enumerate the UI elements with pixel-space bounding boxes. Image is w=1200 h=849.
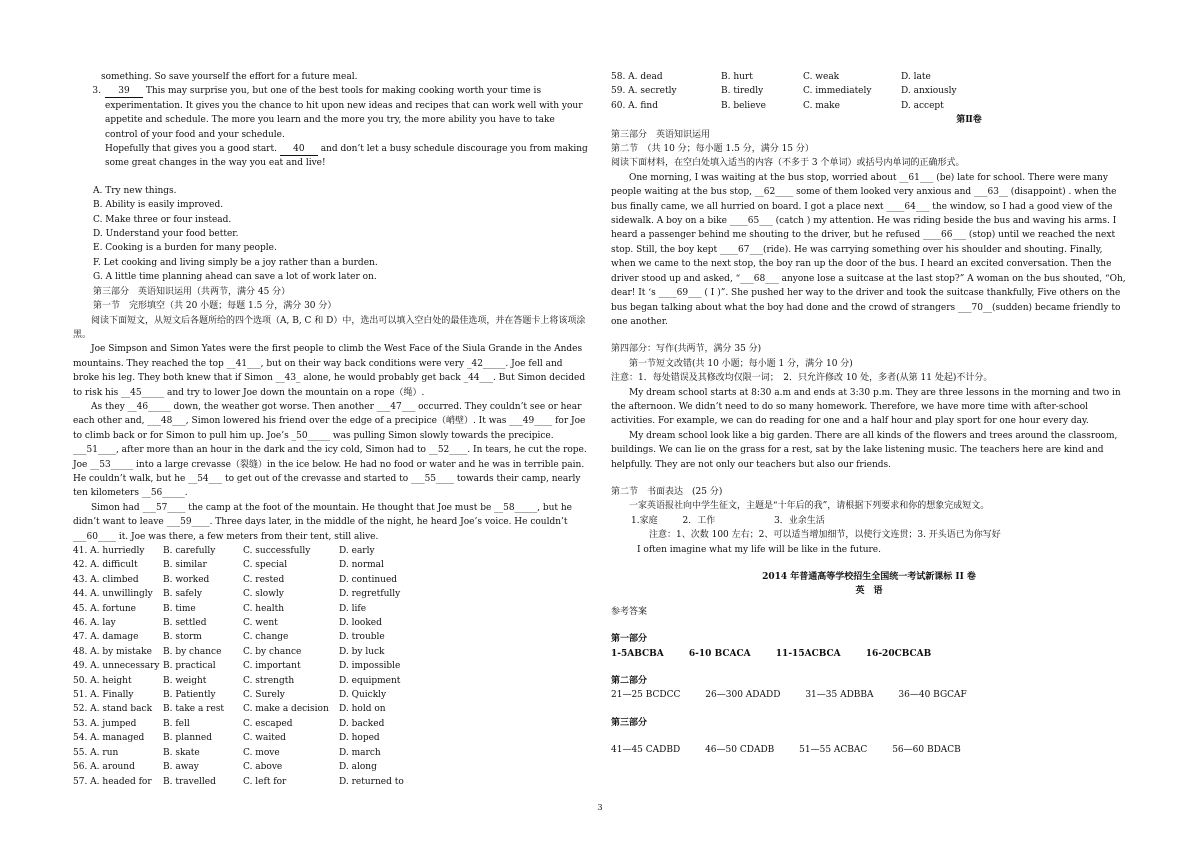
choice-row <box>73 717 589 731</box>
choice-option: B. weight <box>163 675 207 686</box>
choice-option: C. rested <box>243 574 285 585</box>
cloze-choices-58-60 <box>611 70 1127 113</box>
choice-option: C. above <box>243 762 283 773</box>
choice-option: 43. A. climbed <box>73 574 139 585</box>
choice-option: C. move <box>243 747 280 758</box>
choice-row <box>73 702 589 716</box>
option-e: E. Cooking is a burden for many people. <box>93 243 277 254</box>
choice-option: 49. A. unnecessary <box>73 661 160 672</box>
choice-row <box>611 84 1127 98</box>
option-d: D. Understand your food better. <box>93 229 239 240</box>
error-correction-heading: 第一节短文改错(共 10 小题；每小题 1 分，满分 10 分) <box>629 358 853 369</box>
reading-item-3 <box>73 84 589 170</box>
answers-part1-heading: 第一部分 <box>611 634 648 645</box>
choice-option: B. settled <box>163 618 207 629</box>
writing-points: 1.家庭 2．工作 3．业余生活 <box>631 515 825 526</box>
part4-heading: 第四部分：写作(共两节，满分 35 分) <box>611 344 762 355</box>
choice-option: D. accept <box>901 100 944 111</box>
choice-row <box>611 99 1127 113</box>
choice-option: 46. A. lay <box>73 618 116 629</box>
choice-option: 44. A. unwillingly <box>73 589 153 600</box>
cloze-paragraph-2: As they __46_____ down, the weather got worse. Then another ___47___ occurred. They couldn’t see or hear each other and, ___48___, Simon lowered his friend over the edge of a precipice（峭壁）. It was ___49____ for Joe to climb back or for Simon to pull him up. Joe’s _50_____ was pulling Simon slowly towards the precipice. ___51____, after more than an hour in the dark and the icy cold, Simon had to __52____. In tears, he cut the rope. Joe __53_____ into a large crevasse（裂缝）in the ice below. He had no food or water and he was in terrible pain. He couldn’t walk, but he __54___ to get out of the crevasse and started to ___55____ towards their camp, nearly ten kilometers __56_____. <box>73 401 587 499</box>
choice-row <box>73 587 589 601</box>
choice-option: C. successfully <box>243 546 311 556</box>
choice-row <box>73 544 589 558</box>
choice-option: 41. A. hurriedly <box>73 546 145 556</box>
grammar-section-heading: 第二节 （共 10 分；每小题 1.5 分，满分 15 分） <box>611 144 814 155</box>
choice-row <box>73 731 589 745</box>
choice-option: 56. A. around <box>73 762 135 773</box>
option-c: C. Make three or four instead. <box>93 214 232 225</box>
choice-option: D. life <box>339 603 367 614</box>
choice-option: D. hoped <box>339 733 380 744</box>
choice-option: B. skate <box>163 747 200 758</box>
choice-option: 42. A. difficult <box>73 560 138 571</box>
choice-row <box>73 616 589 630</box>
choice-option: C. weak <box>803 72 840 82</box>
choice-option: D. along <box>339 762 377 773</box>
option-a: A. Try new things. <box>93 185 177 196</box>
choice-option: D. normal <box>339 560 384 571</box>
choice-option: C. special <box>243 560 288 571</box>
item-3-paragraph-2: Hopefully that gives you a good start. 40 and don’t let a busy schedule discourage you from making some great changes in the way you eat and live! <box>105 144 588 169</box>
choice-option: 58. A. dead <box>611 72 663 82</box>
writing-heading: 第二节 书面表达 (25 分) <box>611 486 723 497</box>
choice-option: D. backed <box>339 718 385 729</box>
choice-option: C. important <box>243 661 301 672</box>
error-correction-note: 注意：1．每处错误及其修改均仅限一词； 2．只允许修改 10 处，多者(从第 11 处起)不计分。 <box>611 373 993 384</box>
choice-option: B. travelled <box>163 776 216 787</box>
choice-option: D. looked <box>339 618 382 629</box>
choice-row <box>611 70 1127 84</box>
choice-option: B. planned <box>163 733 213 744</box>
choice-option: D. hold on <box>339 704 386 715</box>
choice-option: 59. A. secretly <box>611 86 677 97</box>
choice-option: 52. A. stand back <box>73 704 153 715</box>
choice-option: 47. A. damage <box>73 632 139 643</box>
choice-option: 50. A. height <box>73 675 132 686</box>
choice-row <box>73 775 589 789</box>
choice-row <box>73 688 589 702</box>
choice-option: B. hurt <box>721 72 753 82</box>
answer-key-subject: 英 语 <box>855 586 883 597</box>
correction-paragraph-1: My dream school starts at 8:30 a.m and ends at 3:30 p.m. They are three lessons in the morning and two in the afternoon. We didn’t need to do so many homework. Therefore, we have more time with after-school activities. For example, we can do reading for one and a half hour and play sport for one hour every day. <box>611 387 1121 427</box>
choice-option: 60. A. find <box>611 100 658 111</box>
choice-option: 53. A. jumped <box>73 718 137 729</box>
writing-opening: I often imagine what my life will be like in the future. <box>637 544 881 555</box>
option-g: G. A little time planning ahead can save a lot of work later on. <box>93 272 377 283</box>
answer-key-label: 参考答案 <box>611 606 648 617</box>
choice-option: C. make <box>803 100 840 111</box>
answers-part3: 41—45 CADBD 46—50 CDADB 51—55 ACBAC 56—60 BDACB <box>611 745 961 756</box>
choice-option: C. waited <box>243 733 286 744</box>
option-f: F. Let cooking and living simply be a joy rather than a burden. <box>93 257 378 268</box>
blank-40: 40 <box>280 143 318 156</box>
choice-option: B. tiredly <box>721 86 764 97</box>
blank-39: 39 <box>105 85 143 98</box>
choice-option: B. carefully <box>163 546 216 556</box>
item-3-paragraph-1: 39 This may surprise you, but one of the best tools for making cooking worth your time is experimentation. It gives you the chance to hit upon new ideas and recipes that can work well with your appetite and schedule. The more you learn and the more you try, the more ability you have to take control of your food and your schedule. <box>105 86 583 140</box>
choice-row <box>73 573 589 587</box>
choice-option: 48. A. by mistake <box>73 646 152 657</box>
choice-option: B. practical <box>163 661 216 672</box>
choice-option: C. immediately <box>803 86 872 97</box>
writing-prompt: 一家英语报社向中学生征文，主题是“十年后的我”，请根据下列要求和你的想象完成短文。 <box>629 501 990 512</box>
part3-heading-right: 第三部分 英语知识运用 <box>611 129 711 140</box>
choice-option: C. strength <box>243 675 295 686</box>
choice-option: B. Patiently <box>163 690 216 701</box>
choice-option: B. fell <box>163 718 190 729</box>
choice-option: B. believe <box>721 100 766 111</box>
choice-option: B. time <box>163 603 196 614</box>
choice-option: D. anxiously <box>901 86 957 97</box>
choice-option: C. change <box>243 632 289 643</box>
choice-option: B. away <box>163 762 199 773</box>
choice-option: B. take a rest <box>163 704 225 715</box>
grammar-instruction: 阅读下面材料，在空白处填入适当的内容（不多于 3 个单词）或括号内单词的正确形式。 <box>611 158 965 169</box>
choice-option: C. went <box>243 618 278 629</box>
choice-option: C. Surely <box>243 690 285 701</box>
choice-option: B. worked <box>163 574 210 585</box>
choice-option: B. storm <box>163 632 202 643</box>
choice-row <box>73 674 589 688</box>
item-number: 3. <box>92 86 101 97</box>
answers-part2-heading: 第二部分 <box>611 676 648 687</box>
choice-row <box>73 645 589 659</box>
choice-option: D. regretfully <box>339 589 401 600</box>
choice-option: C. make a decision <box>243 704 329 715</box>
choice-row <box>73 558 589 572</box>
answer-key-title: 2014 年普通高等学校招生全国统一考试新课标 II 卷 <box>762 572 976 582</box>
choice-option: B. similar <box>163 560 207 571</box>
choice-option: 54. A. managed <box>73 733 145 744</box>
page-number: 3 <box>597 803 603 812</box>
choice-option: D. early <box>339 546 375 556</box>
choice-option: D. late <box>901 72 931 82</box>
choice-option: 55. A. run <box>73 747 119 758</box>
choice-option: D. impossible <box>339 661 401 672</box>
part3-heading: 第三部分 英语知识运用（共两节，满分 45 分） <box>93 286 291 297</box>
choice-option: B. by chance <box>163 646 222 657</box>
choice-row <box>73 760 589 774</box>
seven-choice-options <box>73 184 589 285</box>
choice-row <box>73 659 589 673</box>
option-b: B. Ability is easily improved. <box>93 200 224 211</box>
cloze-choices-41-57 <box>73 544 589 789</box>
choice-option: B. safely <box>163 589 202 600</box>
choice-option: D. by luck <box>339 646 385 657</box>
choice-option: C. slowly <box>243 589 284 600</box>
choice-option: C. escaped <box>243 718 293 729</box>
choice-option: D. march <box>339 747 381 758</box>
answers-part1: 1-5ABCBA 6-10 BCACA 11-15ACBCA 16-20CBCAB <box>611 648 932 659</box>
choice-option: C. left for <box>243 776 287 787</box>
correction-paragraph-2: My dream school look like a big garden. There are all kinds of the flowers and trees around the classroom, buildings. We can lie on the grass for a rest, sat by the lake listening music. The teachers here are kind and helpfully. They are not only our teachers but also our friends. <box>611 430 1118 470</box>
choice-option: D. trouble <box>339 632 385 643</box>
answers-part3-heading: 第三部分 <box>611 717 648 728</box>
reading-paragraph-tail: something. So save yourself the effort for a future meal. <box>101 72 358 82</box>
answers-part2: 21—25 BCDCC 26—300 ADADD 31—35 ADBBA 36—40 BGCAF <box>611 690 967 701</box>
cloze-paragraph-1: Joe Simpson and Simon Yates were the first people to climb the West Face of the Siula Grande in the Andes mountains. They reached the top __41___, but on their way back conditions were very _42_____. Joe fell and broke his leg. They both knew that if Simon __43_ alone, he would probably get back _44___. But Simon decided to risk his __45_____ and try to lower Joe down the mountain on a rope（绳）. <box>73 344 586 398</box>
right-column <box>611 70 1127 758</box>
choice-option: D. returned to <box>339 776 404 787</box>
volume-2-heading: 第Ⅱ卷 <box>956 115 982 126</box>
choice-option: D. Quickly <box>339 690 387 701</box>
choice-option: D. continued <box>339 574 398 585</box>
cloze-instruction: 阅读下面短文，从短文后各题所给的四个选项（A, B, C 和 D）中，选出可以填入空白处的最佳选项，并在答题卡上将该项涂黑。 <box>73 315 586 340</box>
choice-option: C. health <box>243 603 285 614</box>
choice-row <box>73 602 589 616</box>
choice-option: C. by chance <box>243 646 302 657</box>
cloze-paragraph-3: Simon had ___57____ the camp at the foot of the mountain. He thought that Joe must be __58_____, but he didn’t want to leave ___59____. Three days later, in the middle of the night, he heard Joe’s voice. He couldn’t ___60____ it. Joe was there, a few meters from their tent, still alive. <box>73 502 573 542</box>
grammar-fill-passage: One morning, I was waiting at the bus stop, worried about __61___ (be) late for school. There were many people waiting at the bus stop, __62____ some of them looked very anxious and ___63__ (disappoint) . when the bus finally came, we all hurried on board. I got a place next ____64___ the window, so I had a good view of the sidewalk. A boy on a bike ____65___ (catch ) my attention. He was riding beside the bus and waving his arms. I heard a passenger behind me shouting to the driver, but he refused ____66___ (stop) until we reached the next stop. Still, the boy kept ____67___(ride). He was carrying something over his shoulder and shouting. Finally, when we came to the next stop, the boy ran up the door of the bus. I heard an excited conversation. Then the driver stood up and asked, “___68___ anyone lose a suitcase at the last stop?” A woman on the bus shouted, “Oh, dear! It ‘s ____69___ ( I )”. She pushed her way to the driver and took the suitcase thankfully, Five others on the bus began talking about what the boy had done and the crowd of strangers ___70__(sudden) became friendly to one another. <box>611 172 1126 327</box>
choice-option: 57. A. headed for <box>73 776 152 787</box>
left-column <box>73 70 589 789</box>
choice-option: D. equipment <box>339 675 401 686</box>
choice-row <box>73 630 589 644</box>
writing-notes: 注意：1、次数 100 左右；2、可以适当增加细节，以使行文连贯；3. 开头语已为你写好 <box>649 530 1001 541</box>
choice-row <box>73 746 589 760</box>
choice-option: 51. A. Finally <box>73 690 134 701</box>
section1-heading: 第一节 完形填空（共 20 小题；每题 1.5 分，满分 30 分） <box>93 301 337 312</box>
choice-option: 45. A. fortune <box>73 603 136 614</box>
